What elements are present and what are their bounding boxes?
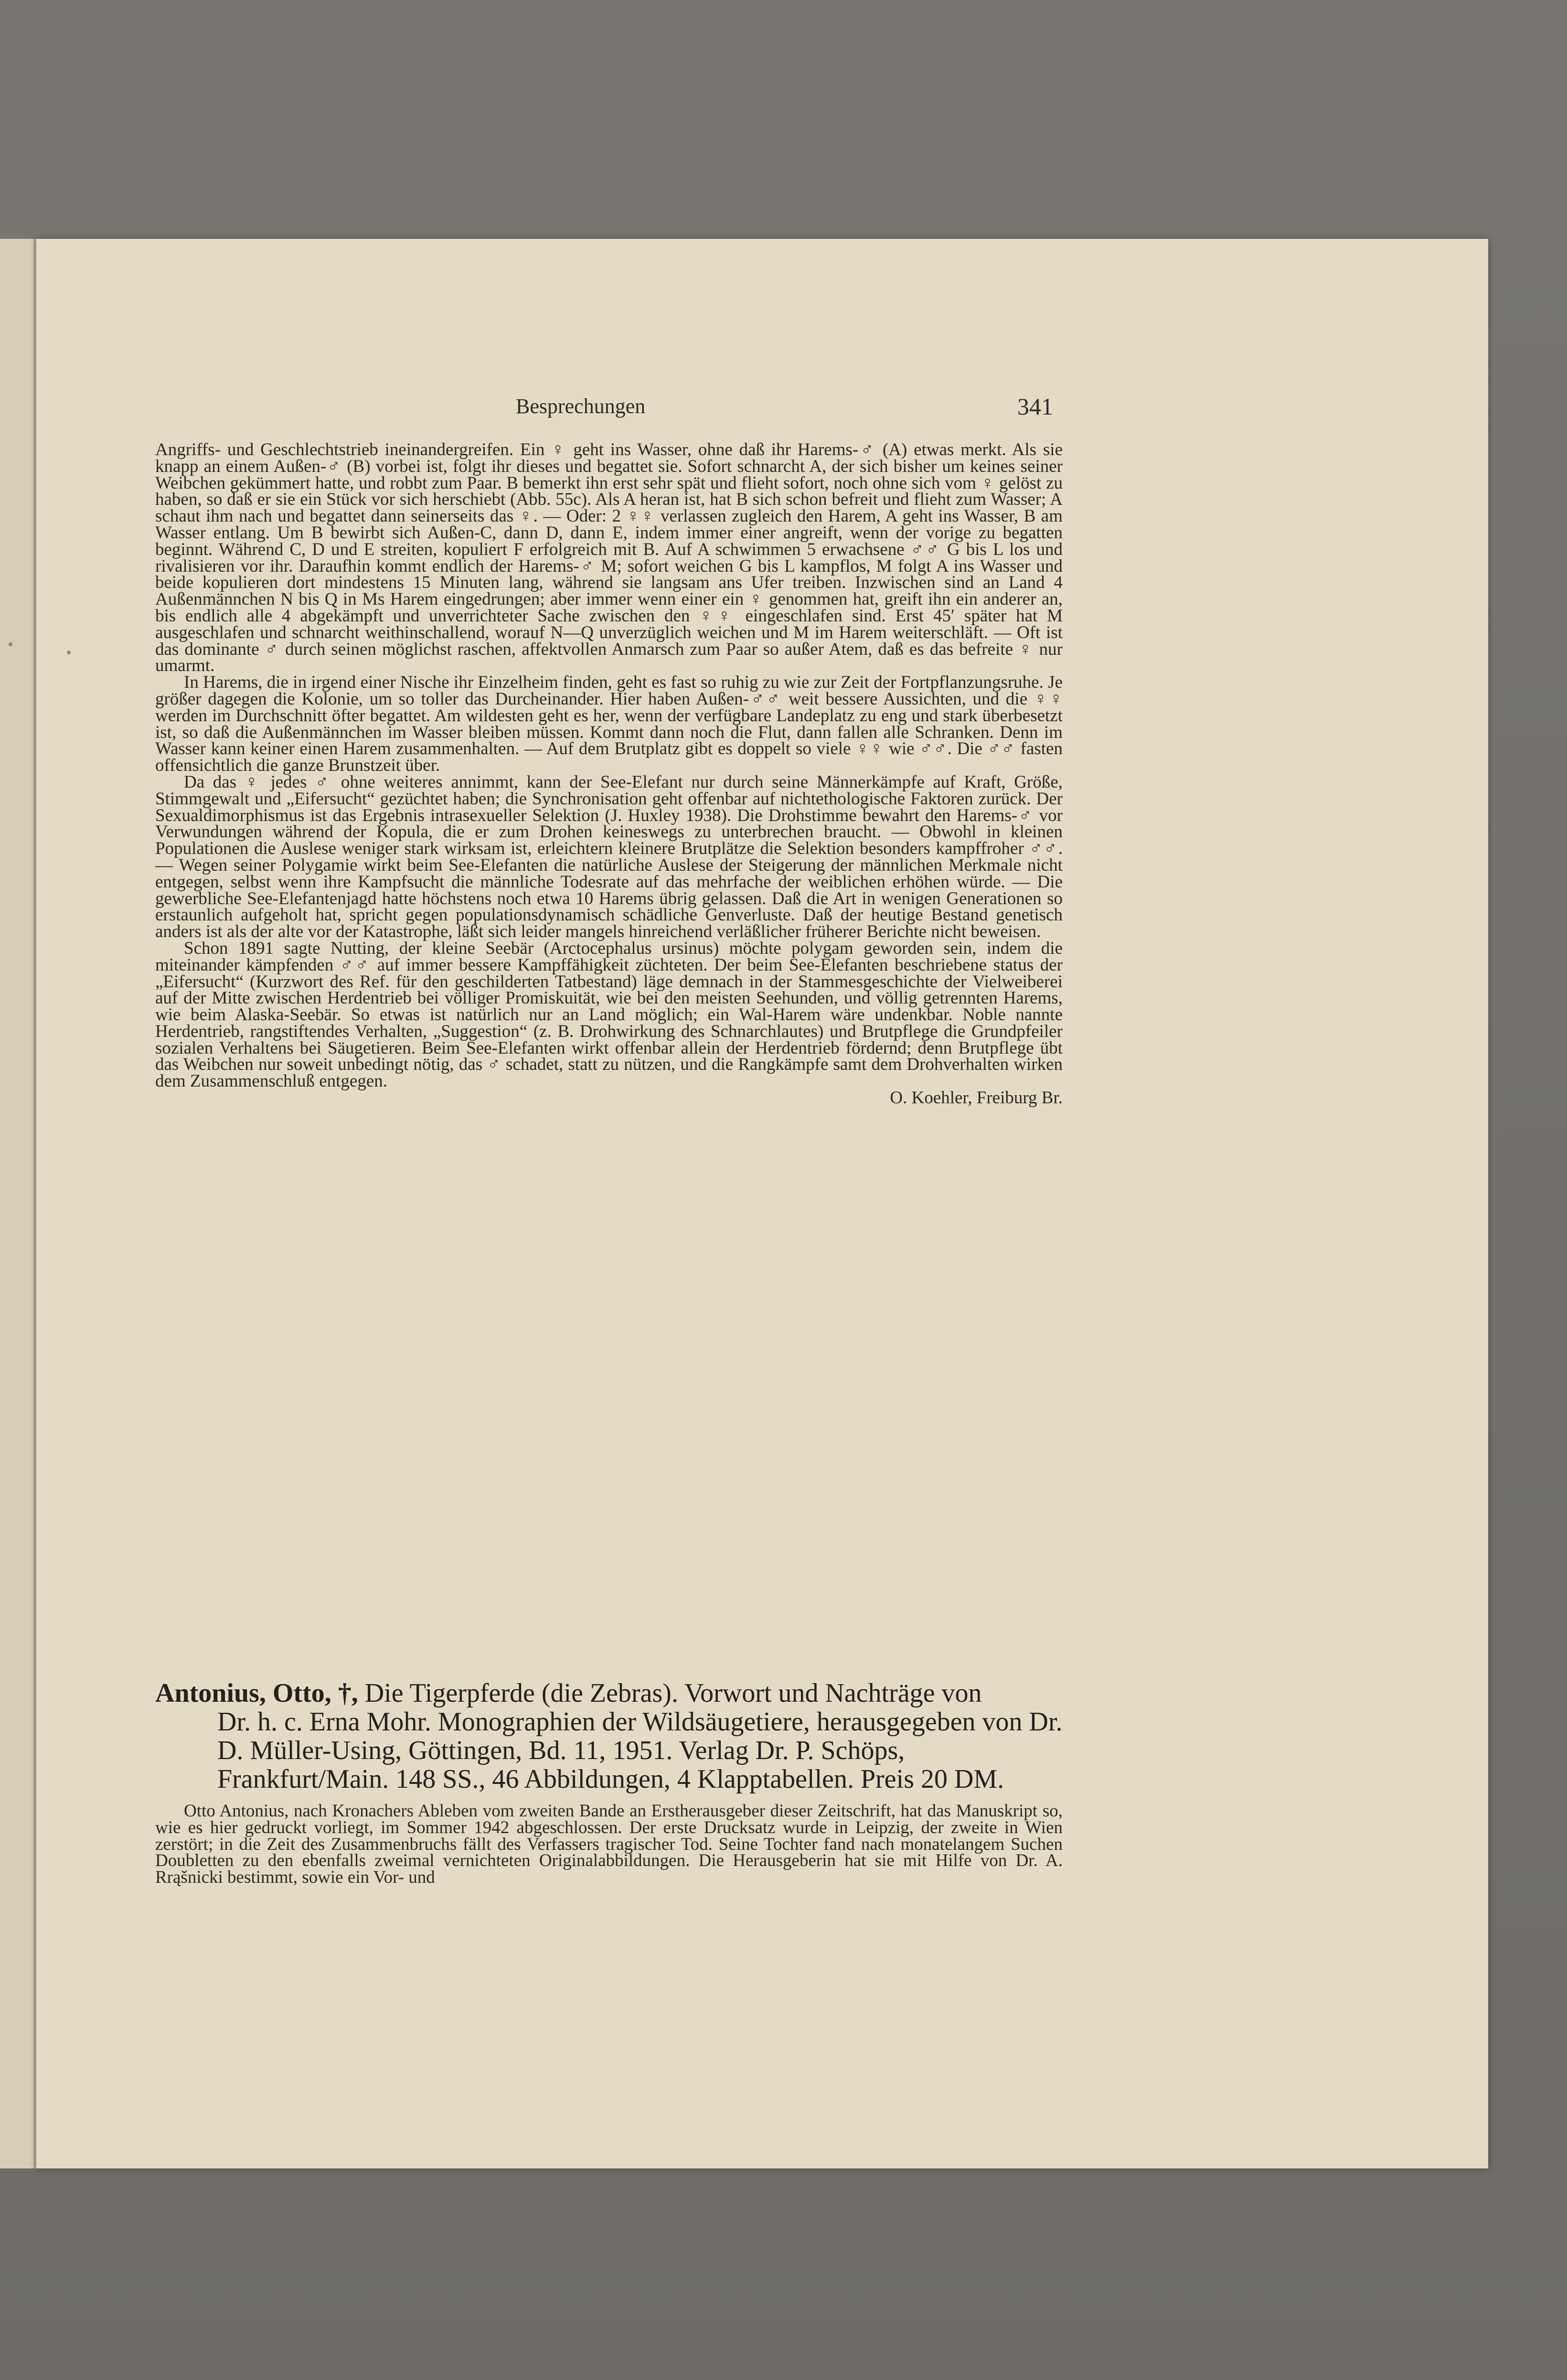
left-page-edge [0, 239, 36, 2168]
reviewer-signature: O. Koehler, Freiburg Br. [890, 1088, 1063, 1108]
review-citation [155, 1679, 1063, 1793]
paragraph: In Harems, die in irgend einer Nische ihr Einzelheim finden, geht es fast so ruhig zu wie zur Zeit der Fortpflanzungsruhe. Je größer dagegen die Kolonie, um so toller das Durcheinander. Hier haben Außen-♂♂ weit bessere Aussichten, und die ♀♀ werden im Durchschnitt öfter begattet. Am wildesten geht es her, wenn der verfügbare Landeplatz zu eng und stark überbesetzt ist, so daß die Außenmännchen im Wasser bleiben müssen. Kommt dann noch die Flut, dann fallen alle Schranken. Denn im Wasser kann keiner einen Harem zusammenhalten. — Auf dem Brutplatz gibt es doppelt so viele ♀♀ wie ♂♂. Die ♂♂ fasten offensichtlich die ganze Brunstzeit über. [155, 672, 1063, 776]
running-head: Besprechungen [516, 395, 646, 418]
book-title: Die Tigerpferde (die Zebras). Vorwort und Nachträge von [364, 1678, 982, 1708]
paragraph: Otto Antonius, nach Kronachers Ableben vom zweiten Bande an Erstherausgeber dieser Zeitschrift, hat das Manuskript so, wie es hier gedruckt vorliegt, im Sommer 1942 abgeschlossen. Der erste Drucksatz wurde in Leipzig, der zweite in Wien zerstört; in die Zeit des Zusammenbruchs fällt des Verfassers tragischer Tod. Seine Tochter fand nach monatelangem Suchen Doubletten zu den ebenfalls zweimal vernichteten Originalabbildungen. Die Herausgeberin hat sie mit Hilfe von Dr. A. Rrąšnicki bestimmt, sowie ein Vor- und [155, 1801, 1063, 1888]
paragraph: Da das ♀ jedes ♂ ohne weiteres annimmt, kann der See-Elefant nur durch seine Männerkämpfe auf Kraft, Größe, Stimmgewalt und „Eifersucht“ gezüchtet haben; die Synchronisation geht offenbar auf nichtethologische Faktoren zurück. Der Sexualdimorphismus ist das Ergebnis intrasexueller Selektion (J. Huxley 1938). Die Drohstimme bewahrt den Harems-♂ vor Verwundungen während der Kopula, die er zum Drohen keineswegs zu unterbrechen braucht. — Obwohl in kleinen Populationen die Auslese weniger stark wirksam ist, erleichtern kleinere Brutplätze die Selektion besonders kampffroher ♂♂. — Wegen seiner Polygamie wirkt beim See-Elefanten die natürliche Auslese der Steigerung der männlichen Merkmale nicht entgegen, selbst wenn ihre Kampfsucht die männliche Todesrate auf das mehrfache der weiblichen erhöhen würde. — Die gewerbliche See-Elefantenjagd hatte höchstens noch etwa 10 Harems übrig gelassen. Daß die Art in wenigen Generationen so erstaunlich aufgeholt hat, spricht gegen populationsdynamisch schädliche Genverluste. Daß der heutige Bestand genetisch anders ist als der alte vor der Katastrophe, läßt sich leider mangels hinreichend verläßlicher früherer Berichte nicht beweisen. [155, 772, 1063, 942]
review-body [155, 1803, 1063, 1886]
scan-speck [67, 651, 71, 654]
citation-first-line [155, 1679, 1063, 1708]
review-text-continued [155, 442, 1063, 1107]
scan-speck [9, 642, 12, 646]
page-number: 341 [1017, 393, 1053, 420]
paragraph: Schon 1891 sagte Nutting, der kleine Seebär (Arctocephalus ursinus) möchte polygam geworden sein, indem die miteinander kämpfenden ♂♂ auf immer bessere Kampffähigkeit züchteten. Der beim See-Elefanten beschriebene status der „Eifersucht“ (Kurzwort des Ref. für den geschilderten Tatbestand) läge demnach in der Stammesgeschichte der Vielweiberei auf der Mitte zwischen Herdentrieb bei völliger Promiskuität, wie bei den meisten Seehunden, und völlig getrennten Harems, wie beim Alaska-Seebär. So etwas ist natürlich nur an Land möglich; ein Wal-Harem wäre undenkbar. Noble nannte Herdentrieb, rangstiftendes Verhalten, „Suggestion“ (z. B. Drohwirkung des Schnarchlautes) und Brutpflege die Grundpfeiler sozialen Verhaltens bei Säugetieren. Beim See-Elefanten wirkt offenbar allein der Herdentrieb fördernd; denn Brutpflege übt das Weibchen nur soweit unbedingt nötig, das ♂ schadet, statt zu nützen, und die Rangkämpfe samt dem Drohverhalten wirken dem Zusammenschluß entgegen. [155, 938, 1063, 1091]
paragraph: Angriffs- und Geschlechtstrieb ineinandergreifen. Ein ♀ geht ins Wasser, ohne daß ihr Harems-♂ (A) etwas merkt. Als sie knapp an einem Außen-♂ (B) vorbei ist, folgt ihr dieses und begattet sie. Sofort schnarcht A, der sich bisher um keines seiner Weibchen gekümmert hatte, und robbt zum Paar. B bemerkt ihn erst sehr spät und flieht sofort, noch ohne sich vom ♀ gelöst zu haben, so daß er sie ein Stück vor sich herschiebt (Abb. 55c). Als A heran ist, hat B sich schon befreit und flieht zum Wasser; A schaut ihm nach und begattet dann seinerseits das ♀. — Oder: 2 ♀♀ verlassen zugleich den Harem, A geht ins Wasser, B am Wasser entlang. Um B bewirbt sich Außen-C, dann D, dann E, indem immer einer angreift, wenn der vorige zu begatten beginnt. Während C, D und E streiten, kopuliert F erfolgreich mit B. Auf A schwimmen 5 erwachsene ♂♂ G bis L los und rivalisieren vor ihr. Daraufhin kommt endlich der Harems-♂ M; sofort weichen G bis L kampflos, M folgt A ins Wasser und beide kopulieren dort mindestens 15 Minuten lang, während sie langsam ans Ufer treiben. Inzwischen sind an Land 4 Außenmännchen N bis Q in Ms Harem eingedrungen; aber immer wenn einer ein ♀ genommen hat, greift ihn ein anderer an, bis endlich alle 4 abgekämpft und unverrichteter Sache zwischen den ♀♀ eingeschlafen sind. Erst 45′ später hat M ausgeschlafen und schnarcht weithinschallend, worauf N—Q unverzüglich weichen und M im Harem weiterschläft. — Oft ist das dominante ♂ durch seinen möglichst raschen, affektvollen Anmarsch zum Paar so außer Atem, daß es das befreite ♀ nur umarmt. [155, 440, 1063, 676]
citation-details: Dr. h. c. Erna Mohr. Monographien der Wildsäugetiere, herausgegeben von Dr. D. Müller-Using, Göttingen, Bd. 11, 1951. Verlag Dr. P. Schöps, Frankfurt/Main. 148 SS., 46 Abbildungen, 4 Klapptabellen. Preis 20 DM. [217, 1707, 1063, 1794]
book-author: Antonius, Otto, †, [155, 1678, 358, 1708]
